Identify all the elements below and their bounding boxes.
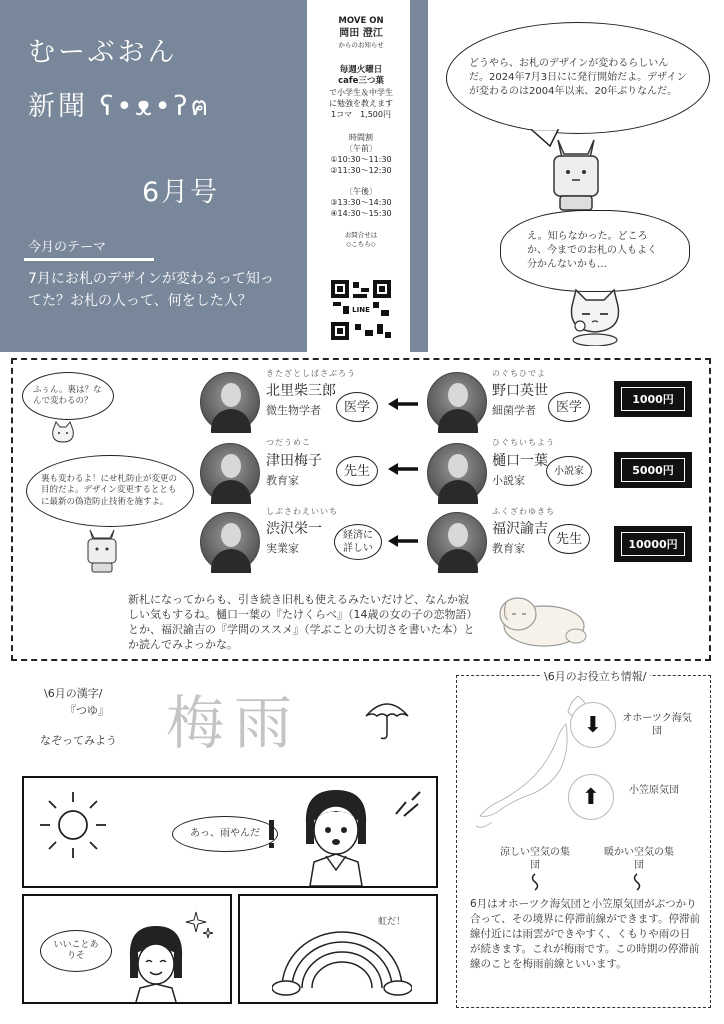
banknote-10000 bbox=[614, 526, 692, 562]
comic-speech-3: 虹だ！ bbox=[378, 917, 406, 927]
comic-speech-1: あっ、雨やんだ bbox=[190, 828, 260, 839]
bubble-cat-text: え。知らなかった。どころか、今までのお札の人もよく分かんないかも… bbox=[527, 231, 657, 270]
sleeping-dog-icon bbox=[494, 586, 588, 650]
bill-1000-label: 1000円 bbox=[621, 387, 685, 411]
speech-bubble-cat bbox=[500, 210, 690, 292]
mascot-robot-icon bbox=[548, 138, 604, 212]
okhotsk-label: オホーツク海気団 bbox=[622, 713, 692, 737]
ruby-higuchi: ひぐちいちよう bbox=[492, 438, 555, 447]
name-kitasato: 北里柴三郎 bbox=[266, 383, 336, 399]
speech-bubble-question bbox=[22, 372, 114, 420]
pm-label: 〔午後〕 bbox=[345, 187, 377, 196]
name-higuchi: 樋口一葉 bbox=[492, 453, 548, 469]
umbrella-icon bbox=[362, 694, 412, 742]
wind-squiggle-icon bbox=[528, 872, 542, 892]
time-slot-1: ①10:30〜11:30 bbox=[330, 155, 392, 164]
speech-bubble-answer bbox=[26, 455, 194, 527]
time-slot-4: ④14:30〜15:30 bbox=[330, 209, 392, 218]
small-cat-icon bbox=[50, 420, 76, 446]
theme-heading: 今月のテーマ bbox=[28, 240, 107, 255]
name-fukuzawa: 福沢諭吉 bbox=[492, 521, 548, 537]
role-noguchi: 細菌学者 bbox=[492, 404, 536, 417]
header-band bbox=[410, 0, 428, 352]
speech-bubble-comic-1 bbox=[172, 816, 278, 852]
contact-label: お問合せは bbox=[344, 231, 378, 239]
ogasawara-label: 小笠原気団 bbox=[629, 785, 679, 796]
newspaper-title-line1: むーぶおん bbox=[28, 37, 178, 68]
tag-noguchi: 医学 bbox=[548, 392, 590, 422]
rainbow-icon bbox=[272, 918, 412, 996]
bill-10000-label: 10000円 bbox=[621, 532, 685, 556]
answer-text: 裏も変わるよ！にせ札防止が変更の目的だよ。デザイン変更するとともに最新の偽造防止技術を施すよ。 bbox=[41, 473, 178, 507]
warm-air-label: 暖かい空気の集団 bbox=[604, 847, 674, 871]
from-label: からのお知らせ bbox=[338, 41, 384, 49]
newspaper-title-line2: 新聞 ʕ•ᴥ•ʔฅ bbox=[28, 91, 212, 122]
theme-text: 7月にお札のデザインが変わるって知ってた？お札の人って、何をした人？ bbox=[28, 271, 274, 309]
service-desc-1: で小学生＆中学生 bbox=[329, 88, 393, 97]
sun-icon bbox=[36, 788, 110, 862]
ruby-shibusawa: しぶさわえいいち bbox=[266, 507, 338, 516]
masthead bbox=[0, 0, 307, 352]
surprise-lines-icon bbox=[392, 788, 428, 818]
kanji-reading: 『つゆ』 bbox=[65, 704, 109, 717]
timetable-label: 時間割 bbox=[349, 133, 373, 142]
venue-name: cafe三つ葉 bbox=[338, 76, 384, 86]
issue-label: 6月号 bbox=[142, 177, 220, 208]
portrait-shibusawa bbox=[200, 512, 260, 572]
info-title: \6月のお役立ち情報/ bbox=[540, 668, 650, 684]
arrow-left-icon bbox=[388, 535, 420, 547]
tag-kitasato: 医学 bbox=[336, 392, 378, 422]
kanji-section-label: \6月の漢字/ bbox=[44, 687, 103, 700]
ruby-noguchi: のぐちひでよ bbox=[492, 369, 546, 378]
role-fukuzawa: 教育家 bbox=[492, 542, 525, 555]
role-higuchi: 小説家 bbox=[492, 474, 525, 487]
bill-5000-label: 5000円 bbox=[621, 458, 685, 482]
ruby-fukuzawa: ふくざわゆきち bbox=[492, 507, 555, 516]
tag-higuchi: 小説家 bbox=[546, 456, 592, 486]
contact-link-label: ◇こちら◇ bbox=[346, 240, 376, 248]
portrait-higuchi bbox=[427, 443, 487, 503]
up-arrow-icon: ⬆ bbox=[568, 774, 614, 820]
speech-bubble-mascot bbox=[446, 22, 710, 134]
bubble-mascot-text: どうやら、お札のデザインが変わるらしいんだ。2024年7月3日にに発行開始だよ。デザインが変わるのは2004年以来、20年ぶりなんだ。 bbox=[469, 58, 687, 97]
arrow-left-icon bbox=[388, 398, 420, 410]
ruby-kitasato: きたざとしばさぶろう bbox=[266, 369, 356, 378]
kanji-trace-label: なぞってみよう bbox=[40, 734, 117, 747]
teacher-name: 岡田 澄江 bbox=[339, 28, 383, 39]
girl-smiling-icon bbox=[122, 922, 190, 1002]
ruby-tsuda: つだうめこ bbox=[266, 438, 311, 447]
arrow-left-icon bbox=[388, 463, 420, 475]
cool-air-label: 涼しい空気の集団 bbox=[500, 847, 570, 871]
time-slot-2: ②11:30〜12:30 bbox=[330, 166, 392, 175]
qr-line-label: LINE bbox=[349, 303, 373, 317]
wind-squiggle-icon bbox=[630, 872, 644, 892]
tag-tsuda: 先生 bbox=[336, 456, 378, 486]
role-kitasato: 微生物学者 bbox=[266, 404, 321, 417]
name-tsuda: 津田梅子 bbox=[266, 453, 322, 469]
name-shibusawa: 渋沢栄一 bbox=[266, 521, 322, 537]
portrait-kitasato bbox=[200, 372, 260, 432]
org-name: MOVE ON bbox=[338, 16, 384, 26]
speech-bubble-comic-2 bbox=[40, 930, 112, 972]
notice-column bbox=[312, 0, 410, 352]
theme-underline bbox=[24, 258, 154, 261]
portrait-noguchi bbox=[427, 372, 487, 432]
portrait-tsuda bbox=[200, 443, 260, 503]
role-tsuda: 教育家 bbox=[266, 474, 299, 487]
name-noguchi: 野口英世 bbox=[492, 383, 548, 399]
kanji-trace-word: 梅雨 bbox=[166, 689, 303, 757]
question-text: ふぅん。裏は？なんで変わるの？ bbox=[33, 385, 102, 406]
history-note: 新札になってからも、引き続き旧札も使えるみたいだけど、なんか寂しい気もするね。樋口一葉の『たけくらべ』（14歳の女の子の恋物語）とか、福沢諭吉の『学問のススメ』（学ぶことの大切さを書いた本）とか読んでみよっかな。 bbox=[128, 593, 478, 651]
price-label: 1コマ 1,500円 bbox=[331, 110, 391, 119]
girl-character-icon bbox=[296, 784, 376, 886]
small-robot-icon bbox=[84, 528, 120, 574]
role-shibusawa: 実業家 bbox=[266, 542, 299, 555]
sparkle-icon bbox=[184, 910, 216, 942]
down-arrow-icon: ⬇ bbox=[570, 702, 616, 748]
tag-shibusawa: 経済に詳しい bbox=[334, 524, 382, 560]
banknote-1000 bbox=[614, 381, 692, 417]
am-label: 〔午前〕 bbox=[345, 144, 377, 153]
schedule-day: 毎週火曜日 bbox=[339, 65, 383, 75]
tag-fukuzawa: 先生 bbox=[548, 524, 590, 554]
service-desc-2: に勉強を教えます bbox=[329, 99, 393, 108]
line-qr-code[interactable] bbox=[331, 280, 391, 340]
comic-speech-2: いいことありそ bbox=[53, 940, 99, 961]
exclamation-icon bbox=[264, 818, 280, 850]
cat-thinking-icon bbox=[564, 286, 626, 346]
banknote-5000 bbox=[614, 452, 692, 488]
time-slot-3: ③13:30〜14:30 bbox=[330, 198, 392, 207]
info-body-text: 6月はオホーツク海気団と小笠原気団がぶつかり合って、その境界に停滞前線ができます。停滞前線付近には雨雲ができやすく、くもりや雨の日が続きます。これが梅雨です。この時期の停滞前線のことを梅雨前線といいます。 bbox=[470, 898, 700, 970]
portrait-fukuzawa bbox=[427, 512, 487, 572]
